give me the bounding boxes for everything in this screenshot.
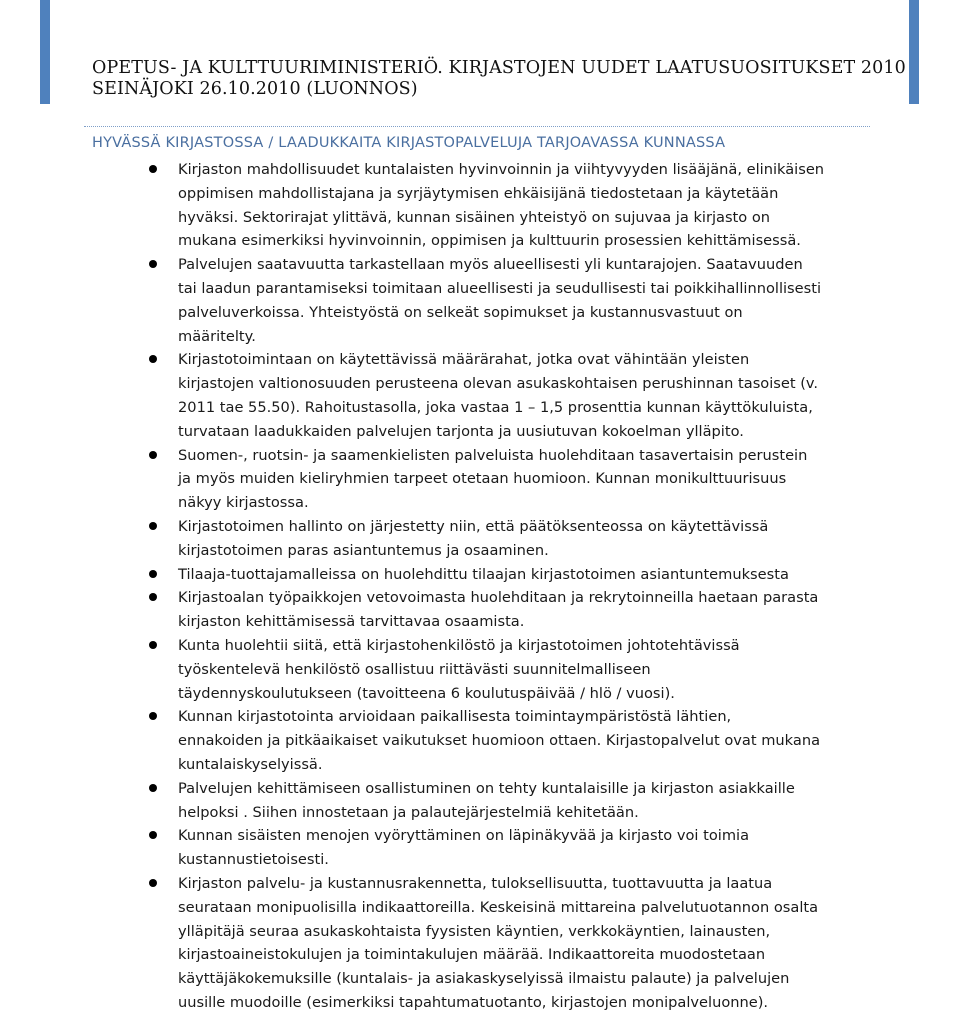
bullet-icon (149, 879, 157, 887)
bullet-text-line: Kirjaston mahdollisuudet kuntalaisten hyvinvoinnin ja viihtyvyyden lisääjänä, elinikäisen (178, 161, 825, 178)
bullet-text (178, 705, 870, 776)
bullet-text-line: Palvelujen kehittämiseen osallistuminen on tehty kuntalaisille ja kirjaston asiakkaille (178, 779, 795, 797)
bullet-text-line: kustannustietoisesti. (178, 851, 329, 869)
bullet-text-line: Kirjastotoimintaan on käytettävissä määrärahat, jotka ovat vähintään yleisten (178, 351, 750, 369)
section-title: HYVÄSSÄ KIRJASTOSSA / LAADUKKAITA KIRJASTOPALVELUJA TARJOAVASSA KUNNASSA (84, 126, 870, 153)
bullet-text-line: Kirjastotoimen hallinto on järjestetty niin, että päätöksenteossa on käytettävissä (178, 517, 769, 535)
list-item (0, 872, 870, 1015)
list-item (0, 444, 870, 515)
bullet-icon (149, 712, 157, 720)
bullet-text (178, 872, 870, 1015)
list-item (0, 253, 870, 348)
bullet-icon (149, 260, 157, 268)
list-item (0, 586, 870, 634)
bullet-icon (149, 570, 157, 578)
bullet-icon (149, 165, 157, 173)
bullet-text-line: uusille muodoille (esimerkiksi tapahtumatuotanto, kirjastojen monipalveluonne). (178, 993, 769, 1011)
bullet-text-line: Palvelujen saatavuutta tarkastellaan myös alueellisesti yli kuntarajojen. Saatavuuden (178, 256, 803, 274)
bullet-text (178, 444, 870, 515)
bullet-text (178, 563, 870, 587)
bullet-text (178, 634, 870, 705)
bullet-text-line: käyttäjäkokemuksille (kuntalais- ja asiakaskyselyissä ilmaistu palaute) ja palvelujen (178, 970, 790, 988)
bullet-text-line: Tilaaja-tuottajamalleissa on huolehdittu tilaajan kirjastotoimen asiantuntemuksesta (178, 565, 789, 583)
bullet-text-line: helpoksi . Siihen innostetaan ja palautejärjestelmiä kehitetään. (178, 803, 639, 821)
bullet-text-line: Kunnan kirjastotointa arvioidaan paikallisesta toimintaympäristöstä lähtien, (178, 708, 732, 726)
right-margin-bar (909, 0, 919, 104)
bullet-icon (149, 451, 157, 459)
bullet-text-line: seurataan monipuolisilla indikaattoreilla. Keskeisinä mittareina palvelutuotannon osalta (178, 898, 819, 916)
list-item (0, 824, 870, 872)
bullet-text-line: Suomen-, ruotsin- ja saamenkielisten palveluista huolehditaan tasavertaisin perustein (178, 446, 808, 464)
bullet-icon (149, 355, 157, 363)
bullet-text-line: mukana esimerkiksi hyvinvoinnin, oppimisen ja kulttuurin prosessien kehittämisessä. (178, 232, 801, 250)
bullet-icon (149, 831, 157, 839)
bullet-list (0, 158, 960, 1015)
bullet-text (178, 824, 870, 872)
bullet-text (178, 348, 870, 443)
bullet-text-line: Kunnan sisäisten menojen vyöryttäminen on läpinäkyvää ja kirjasto voi toimia (178, 827, 750, 845)
bullet-text-line: hyväksi. Sektorirajat ylittävä, kunnan sisäinen yhteistyö on sujuvaa ja kirjasto on (178, 208, 771, 226)
list-item (0, 705, 870, 776)
bullet-icon (149, 593, 157, 601)
list-item (0, 563, 870, 587)
bullet-text-line: palveluverkoissa. Yhteistyöstä on selkeät sopimukset ja kustannusvastuut on (178, 303, 743, 321)
bullet-text-line: kirjastojen valtionosuuden perusteena olevan asukaskohtaisen perushinnan tasoiset (v. (178, 375, 819, 393)
bullet-text-line: ennakoiden ja pitkäaikaiset vaikutukset huomioon ottaen. Kirjastopalvelut ovat mukana (178, 732, 821, 750)
bullet-text-line: Kunta huolehtii siitä, että kirjastohenkilöstö ja kirjastotoimen johtotehtävissä (178, 636, 740, 654)
list-item (0, 158, 870, 253)
list-item (0, 634, 870, 705)
bullet-text-line: kirjaston kehittämisessä tarvittavaa osaamista. (178, 613, 525, 631)
bullet-text-line: tai laadun parantamiseksi toimitaan alueellisesti ja seudullisesti tai poikkihallinnollisesti (178, 279, 822, 297)
bullet-text-line: oppimisen mahdollistajana ja syrjäytymisen ehkäisijänä tiedostetaan ja käytetään (178, 184, 779, 202)
bullet-icon (149, 641, 157, 649)
document-header (92, 58, 906, 100)
bullet-text-line: ja myös muiden kieliryhmien tarpeet otetaan huomioon. Kunnan monikulttuurisuus (178, 470, 787, 488)
bullet-icon (149, 784, 157, 792)
bullet-text-line: määritelty. (178, 327, 256, 345)
bullet-text (178, 586, 870, 634)
bullet-text-line: 2011 tae 55.50). Rahoitustasolla, joka vastaa 1 – 1,5 prosenttia kunnan käyttökuluista, (178, 398, 813, 416)
list-item (0, 348, 870, 443)
bullet-text (178, 777, 870, 825)
list-item (0, 515, 870, 563)
bullet-text-line: näkyy kirjastossa. (178, 494, 309, 512)
bullet-text-line: ylläpitäjä seuraa asukaskohtaista fyysisten käyntien, verkkokäyntien, lainausten, (178, 922, 771, 940)
bullet-text-line: työskentelevä henkilöstö osallistuu riittävästi suunnitelmalliseen (178, 660, 651, 678)
header-line-1: OPETUS- JA KULTTUURIMINISTERIÖ. KIRJASTOJEN UUDET LAATUSUOSITUKSET 2010 (92, 58, 906, 78)
bullet-text (178, 158, 870, 253)
header-line-2: SEINÄJOKI 26.10.2010 (LUONNOS) (92, 79, 418, 99)
bullet-text-line: täydennyskoulutukseen (tavoitteena 6 koulutuspäivää / hlö / vuosi). (178, 684, 675, 702)
left-margin-bar (40, 0, 50, 104)
bullet-text-line: Kirjaston palvelu- ja kustannusrakennetta, tuloksellisuutta, tuottavuutta ja laatua (178, 874, 773, 892)
list-item (0, 777, 870, 825)
bullet-text-line: Kirjastoalan työpaikkojen vetovoimasta huolehditaan ja rekrytoinneilla haetaan parasta (178, 589, 819, 607)
bullet-icon (149, 522, 157, 530)
bullet-text-line: kuntalaiskyselyissä. (178, 755, 323, 773)
bullet-text-line: kirjastoaineistokulujen ja toimintakulujen määrää. Indikaattoreita muodostetaan (178, 946, 766, 964)
bullet-text (178, 253, 870, 348)
bullet-text-line: turvataan laadukkaiden palvelujen tarjonta ja uusiutuvan kokoelman ylläpito. (178, 422, 744, 440)
bullet-text-line: kirjastotoimen paras asiantuntemus ja osaaminen. (178, 541, 549, 559)
bullet-text (178, 515, 870, 563)
